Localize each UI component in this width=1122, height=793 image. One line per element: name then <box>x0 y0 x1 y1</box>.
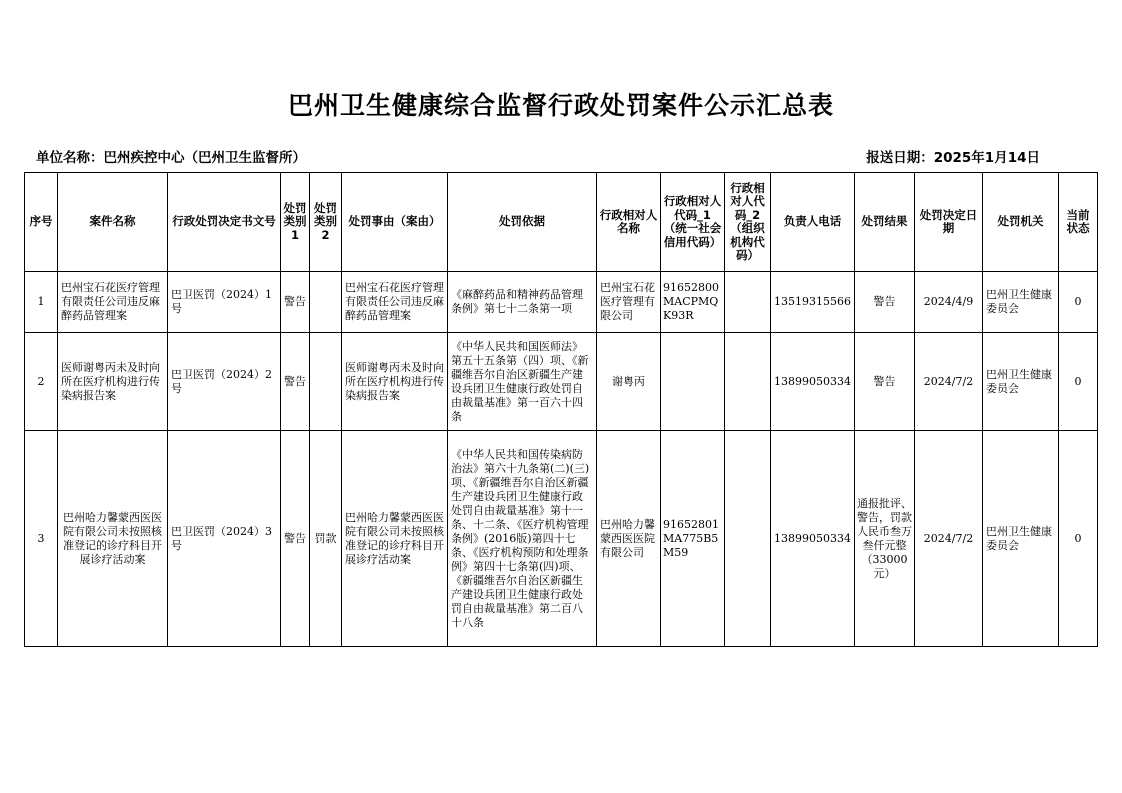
cell-code1: 91652800MACPMQK93R <box>661 272 725 333</box>
col-header: 处罚类别1 <box>281 173 310 272</box>
cell-party: 巴州宝石花医疗管理有限公司 <box>597 272 661 333</box>
cell-authority: 巴州卫生健康委员会 <box>983 333 1059 431</box>
cell-reason: 巴州宝石花医疗管理有限责任公司违反麻醉药品管理案 <box>342 272 448 333</box>
cell-authority: 巴州卫生健康委员会 <box>983 272 1059 333</box>
cell-no: 1 <box>25 272 58 333</box>
cell-doc-no: 巴卫医罚（2024）2号 <box>168 333 281 431</box>
table-header-row <box>25 173 1098 272</box>
cell-status: 0 <box>1059 272 1098 333</box>
col-header: 行政处罚决定书文号 <box>168 173 281 272</box>
cell-code2 <box>725 431 771 647</box>
cell-case-name: 巴州哈力馨蒙西医医院有限公司未按照核准登记的诊疗科目开展诊疗活动案 <box>58 431 168 647</box>
penalty-table <box>24 172 1098 647</box>
table-row <box>25 333 1098 431</box>
col-header: 行政相对人名称 <box>597 173 661 272</box>
cell-code2 <box>725 333 771 431</box>
cell-type2: 罚款 <box>310 431 342 647</box>
cell-status: 0 <box>1059 431 1098 647</box>
cell-basis: 《麻醉药品和精神药品管理条例》第七十二条第一项 <box>448 272 597 333</box>
col-header: 处罚机关 <box>983 173 1059 272</box>
col-header: 当前状态 <box>1059 173 1098 272</box>
cell-case-name: 巴州宝石花医疗管理有限责任公司违反麻醉药品管理案 <box>58 272 168 333</box>
cell-type1: 警告 <box>281 431 310 647</box>
cell-date: 2024/4/9 <box>915 272 983 333</box>
cell-doc-no: 巴卫医罚（2024）1号 <box>168 272 281 333</box>
cell-result: 警告 <box>855 272 915 333</box>
cell-result: 通报批评、警告，罚款人民币叁万叁仟元整（33000元） <box>855 431 915 647</box>
cell-doc-no: 巴卫医罚（2024）3号 <box>168 431 281 647</box>
cell-type2 <box>310 272 342 333</box>
cell-basis: 《中华人民共和国传染病防治法》第六十九条第(二)(三)项、《新疆维吾尔自治区新疆生产建设兵团卫生健康行政处罚自由裁量基准》第十一条、十二条、《医疗机构管理条例》(2016版)第四十七条、《医疗机构预防和处理条例》第四十七条第(四)项、《新疆维吾尔自治区新疆生产建设兵团卫生健康行政处罚自由裁量基准》第二百八十八条 <box>448 431 597 647</box>
cell-date: 2024/7/2 <box>915 333 983 431</box>
table-row <box>25 272 1098 333</box>
report-date: 报送日期：2025年1月14日 <box>866 150 1040 166</box>
cell-code1 <box>661 333 725 431</box>
cell-status: 0 <box>1059 333 1098 431</box>
cell-case-name: 医师谢粤丙未及时向所在医疗机构进行传染病报告案 <box>58 333 168 431</box>
col-header: 行政相对人代码_1（统一社会信用代码） <box>661 173 725 272</box>
cell-type1: 警告 <box>281 333 310 431</box>
cell-result: 警告 <box>855 333 915 431</box>
cell-no: 2 <box>25 333 58 431</box>
cell-party: 巴州哈力馨蒙西医医院有限公司 <box>597 431 661 647</box>
cell-code2 <box>725 272 771 333</box>
col-header: 处罚事由（案由） <box>342 173 448 272</box>
col-header: 序号 <box>25 173 58 272</box>
cell-phone: 13899050334 <box>771 431 855 647</box>
page-title: 巴州卫生健康综合监督行政处罚案件公示汇总表 <box>287 91 834 120</box>
cell-type2 <box>310 333 342 431</box>
cell-no: 3 <box>25 431 58 647</box>
col-header: 行政相对人代码_2（组织机构代码） <box>725 173 771 272</box>
cell-reason: 巴州哈力馨蒙西医医院有限公司未按照核准登记的诊疗科目开展诊疗活动案 <box>342 431 448 647</box>
cell-reason: 医师谢粤丙未及时向所在医疗机构进行传染病报告案 <box>342 333 448 431</box>
col-header: 处罚依据 <box>448 173 597 272</box>
table-row <box>25 431 1098 647</box>
cell-phone: 13899050334 <box>771 333 855 431</box>
cell-date: 2024/7/2 <box>915 431 983 647</box>
cell-code1: 91652801MA775B5M59 <box>661 431 725 647</box>
cell-authority: 巴州卫生健康委员会 <box>983 431 1059 647</box>
cell-party: 谢粤丙 <box>597 333 661 431</box>
cell-basis: 《中华人民共和国医师法》第五十五条第（四）项、《新疆维吾尔自治区新疆生产建设兵团卫生健康行政处罚自由裁量基准》第一百六十四条 <box>448 333 597 431</box>
col-header: 处罚决定日期 <box>915 173 983 272</box>
unit-name: 单位名称：巴州疾控中心（巴州卫生监督所） <box>36 150 306 166</box>
cell-type1: 警告 <box>281 272 310 333</box>
col-header: 处罚类别2 <box>310 173 342 272</box>
col-header: 处罚结果 <box>855 173 915 272</box>
col-header: 案件名称 <box>58 173 168 272</box>
col-header: 负责人电话 <box>771 173 855 272</box>
cell-phone: 13519315566 <box>771 272 855 333</box>
